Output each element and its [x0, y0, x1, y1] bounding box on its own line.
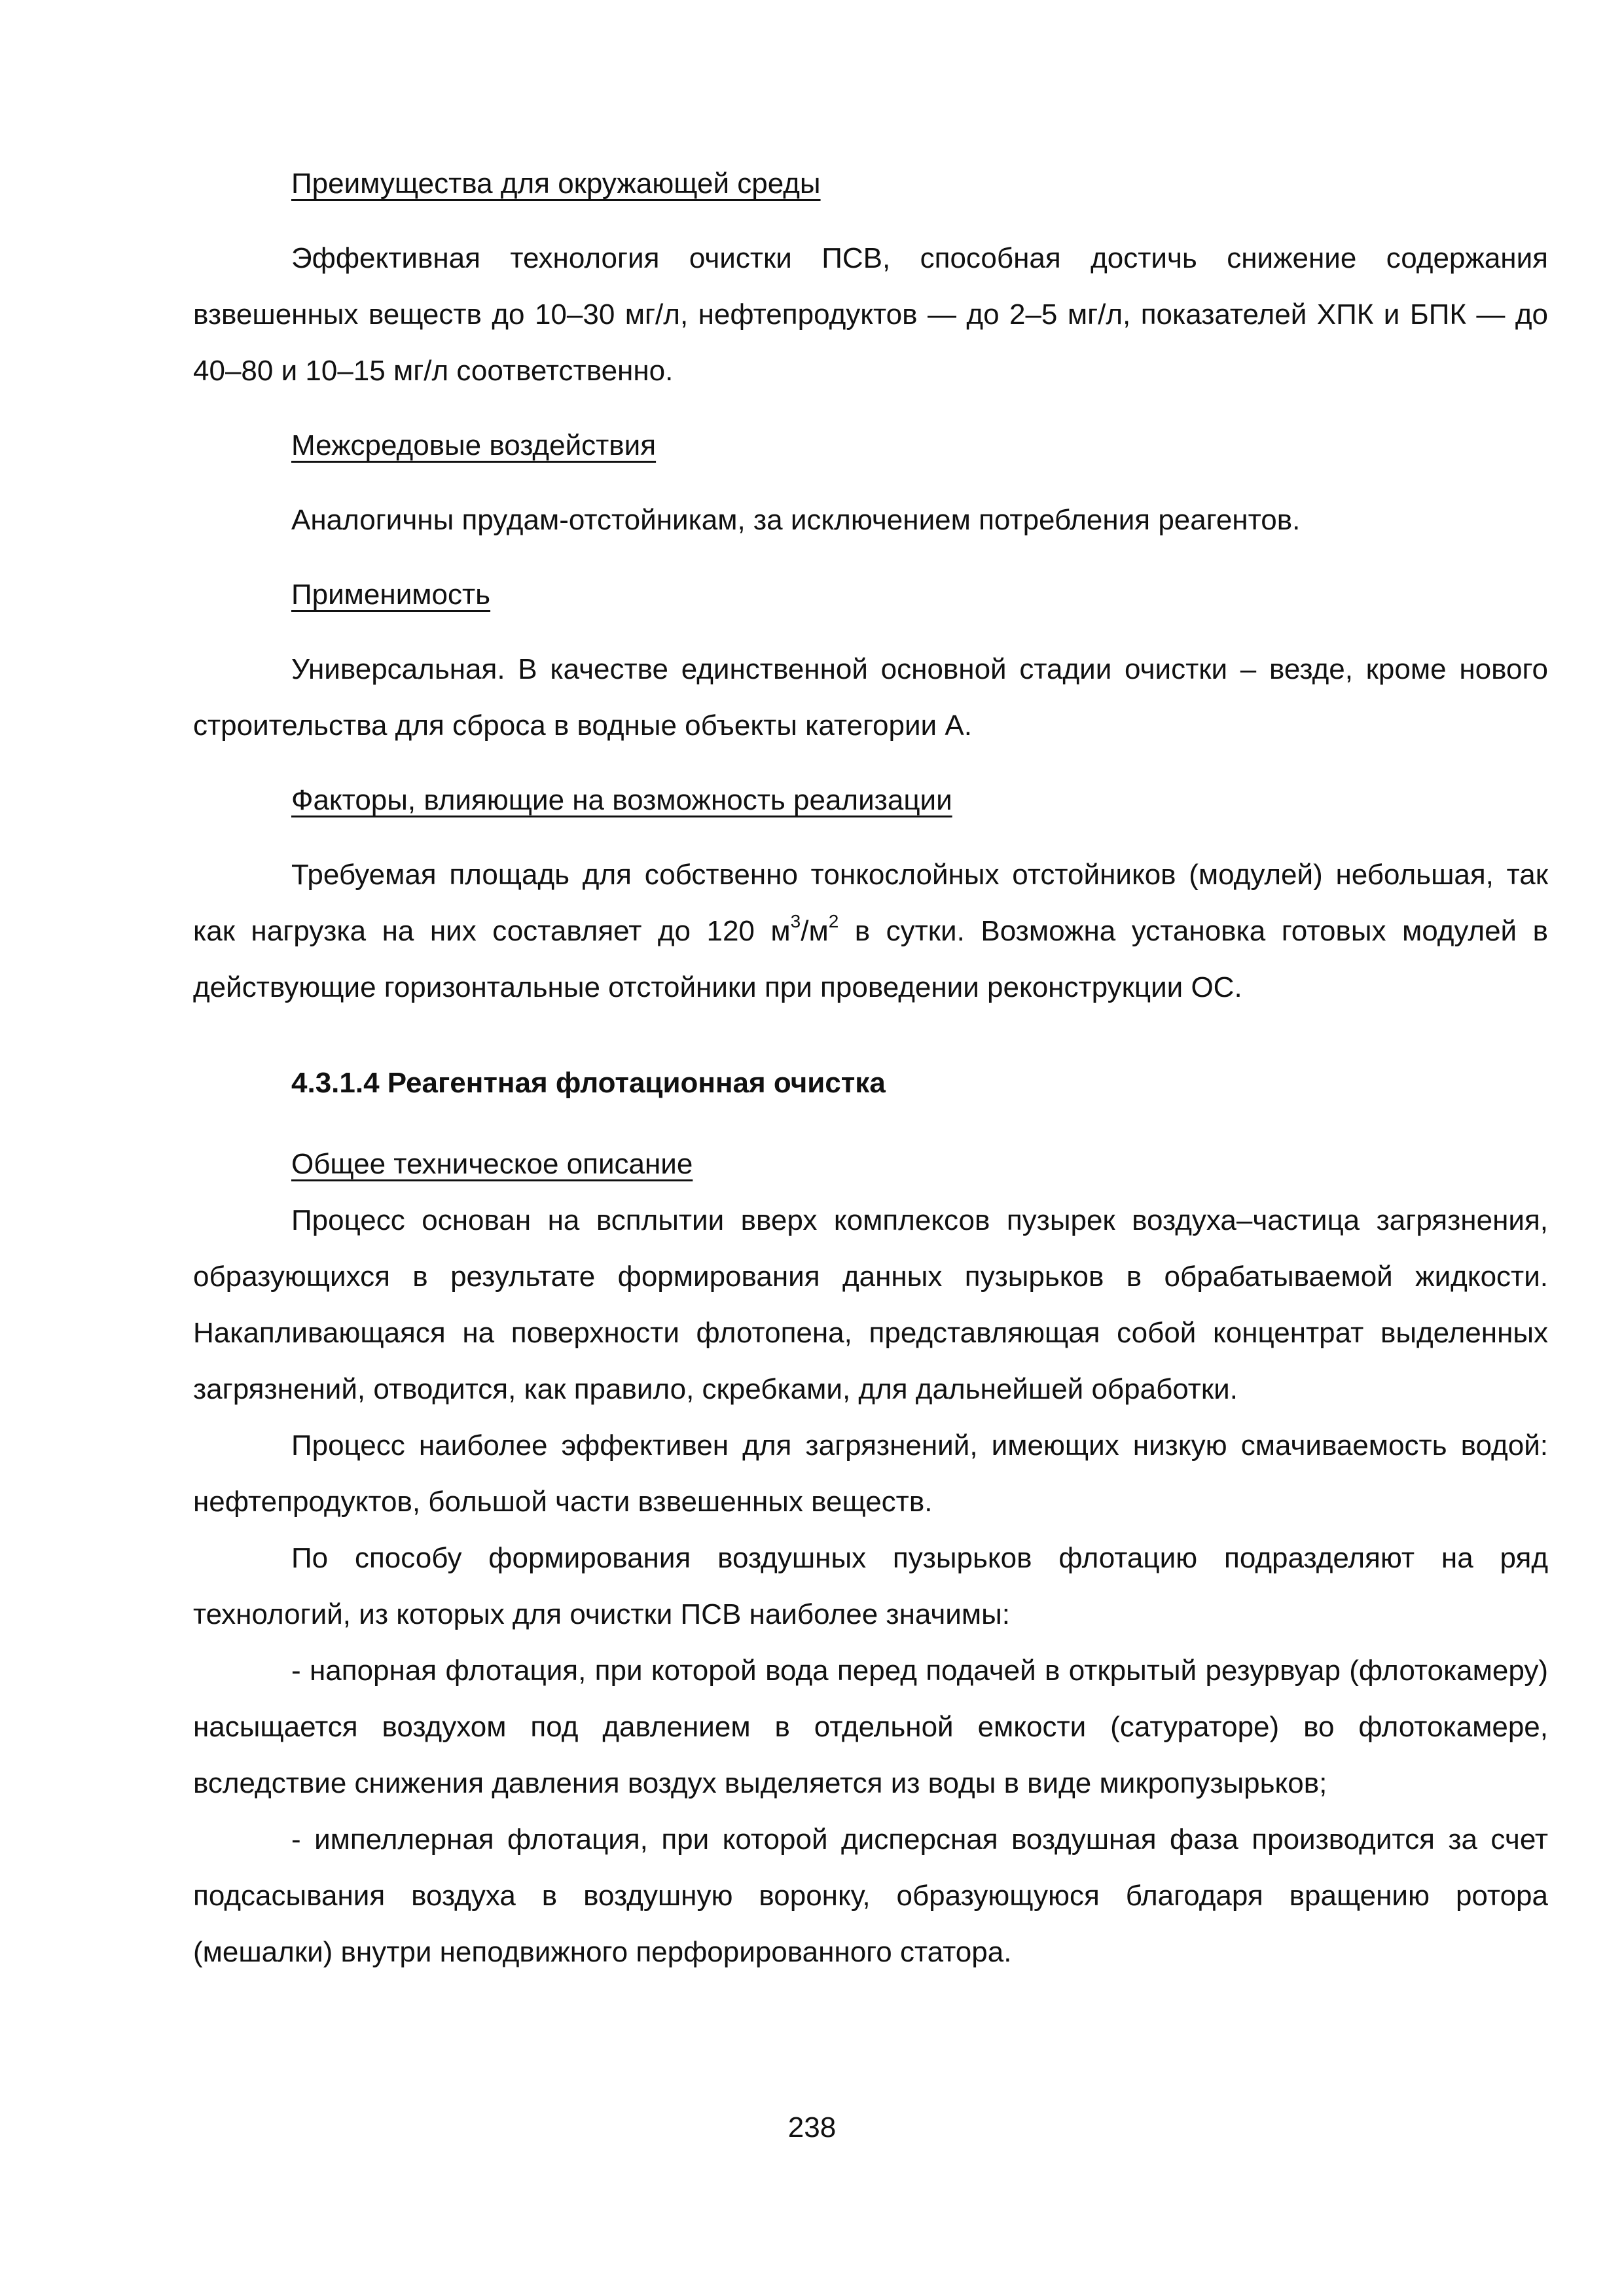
factors-text-part2: /м [801, 915, 829, 947]
list-item-impeller-flotation: - импеллерная флотация, при которой дисперсная воздушная фаза производится за счет подсасывания воздуха в воздушную воронку, образующуюся благодаря вращению ротора (мешалки) внутри неподвижного перфорированного статора. [193, 1823, 1548, 1968]
page-number: 238 [787, 2111, 837, 2144]
factors-text-part1: Требуемая площадь для собственно тонкослойных отстойников (модулей) небольшая, так как нагрузка на них составляет до 120 м [193, 859, 1548, 947]
paragraph-flotation-efficiency: Процесс наиболее эффективен для загрязнений, имеющих низкую смачиваемость водой: нефтепродуктов, большой части взвешенных веществ. [193, 1429, 1548, 1518]
heading-implementation-factors: Факторы, влияющие на возможность реализации [291, 784, 952, 816]
heading-technical-description: Общее техническое описание [291, 1148, 693, 1180]
paragraph-implementation-factors [193, 847, 1548, 1016]
factors-text-part3: в сутки. Возможна установка готовых модулей в действующие горизонтальные отстойники при проведении реконструкции ОС. [193, 915, 1548, 1003]
section-title-flotation: 4.3.1.4 Реагентная флотационная очистка [291, 1067, 886, 1099]
paragraph-cross-media-effects: Аналогичны прудам-отстойникам, за исключением потребления реагентов. [291, 504, 1301, 536]
heading-cross-media-effects: Межсредовые воздействия [291, 429, 657, 461]
list-item-pressure-flotation: - напорная флотация, при которой вода перед подачей в открытый резурвуар (флотокамеру) насыщается воздухом под давлением в отдельной емкости (сатураторе) во флотокамере, вследствие снижения давления воздух выделяется из воды в виде микропузырьков; [193, 1655, 1548, 1799]
superscript-square: 2 [828, 911, 839, 931]
paragraph-environmental-benefits: Эффективная технология очистки ПСВ, способная достичь снижение содержания взвешенных веществ до 10–30 мг/л, нефтепродуктов — до 2–5 мг/л, показателей ХПК и БПК — до 40–80 и 10–15 мг/л соответственно. [193, 242, 1548, 387]
paragraph-applicability: Универсальная. В качестве единственной основной стадии очистки – везде, кроме нового строительства для сброса в водные объекты категории А. [193, 653, 1548, 742]
heading-applicability: Применимость [291, 579, 491, 611]
superscript-cubic: 3 [790, 911, 801, 931]
heading-environmental-benefits: Преимущества для окружающей среды [291, 168, 821, 200]
paragraph-flotation-technologies: По способу формирования воздушных пузырьков флотацию подразделяют на ряд технологий, из которых для очистки ПСВ наиболее значимы: [193, 1542, 1548, 1630]
document-page [193, 156, 1548, 1981]
paragraph-flotation-process: Процесс основан на всплытии вверх комплексов пузырек воздуха–частица загрязнения, образующихся в результате формирования данных пузырьков в обрабатываемой жидкости. Накапливающаяся на поверхности флотопена, представляющая собой концентрат выделенных загрязнений, отводится, как правило, скребками, для дальнейшей обработки. [193, 1204, 1548, 1405]
